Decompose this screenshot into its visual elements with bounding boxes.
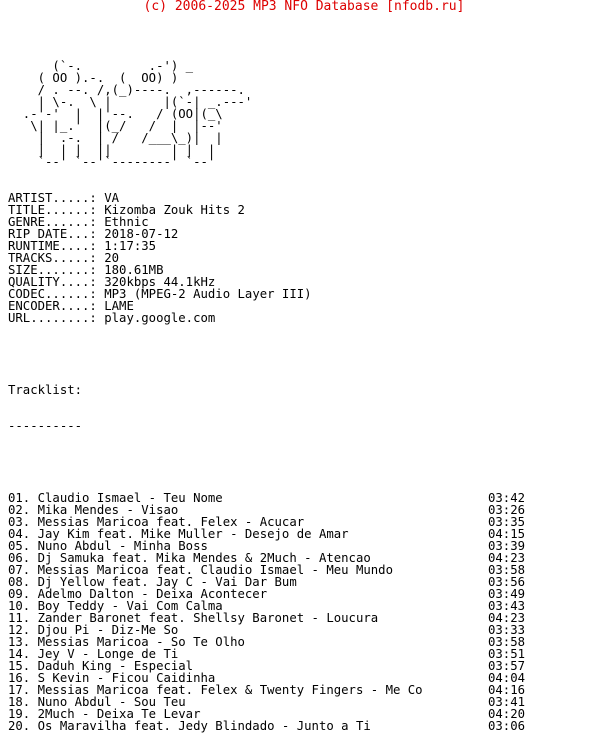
track-duration: 04:20 [488,707,526,721]
info-key: TITLE......: [8,203,97,217]
info-key: TRACKS.....: [8,251,97,265]
track-title: 12. Djou Pi - Diz-Me So [8,623,179,637]
info-value: 320kbps 44.1kHz [104,275,216,289]
track-duration: 03:56 [488,575,526,589]
track-duration: 03:58 [488,563,526,577]
track-duration: 04:23 [488,551,526,565]
track-duration: 03:51 [488,647,526,661]
track-duration: 04:15 [488,527,526,541]
info-key: URL........: [8,311,97,325]
info-key: RIP DATE...: [8,227,97,241]
track-duration: 03:58 [488,635,526,649]
ascii-art-logo: (`-. .-') _ ( OO ).-. ( OO) ) / . --. /,(_)----. ,------. | \-. \ | |(`-| _.---' .-'-' | |'--. / (OO|(_\ \| |_.' |(_/ / | |--' | .-. | / /___\_)| | | | | || | | | `--' `--'`--------' `--' [22,59,253,169]
track-title: 05. Nuno Abdul - Minha Boss [8,539,208,553]
track-title: 01. Claudio Ismael - Teu Nome [8,491,223,505]
track-duration: 03:33 [488,623,526,637]
info-value: 180.61MB [104,263,164,277]
info-key: ARTIST.....: [8,191,97,205]
nfo-document [8,24,600,744]
track-duration: 03:06 [488,719,526,733]
track-duration: 03:42 [488,491,526,505]
blank-line [8,348,600,360]
track-title: 11. Zander Baronet feat. Shellsy Baronet - Loucura [8,611,379,625]
track-title: 09. Adelmo Dalton - Deixa Acontecer [8,587,268,601]
tracklist-heading: Tracklist: [8,383,83,397]
track-title: 13. Messias Maricoa - So Te Olho [8,635,245,649]
info-value: Ethnic [104,215,149,229]
track-title: 04. Jay Kim feat. Mike Muller - Desejo de Amar [8,527,349,541]
info-value: 20 [104,251,120,265]
info-key: CODEC......: [8,287,97,301]
track-duration: 03:35 [488,515,526,529]
info-value: Kizomba Zouk Hits 2 [104,203,245,217]
release-info [8,192,600,324]
track-title: 14. Jey V - Longe de Ti [8,647,179,661]
copyright-banner: (c) 2006-2025 MP3 NFO Database [nfodb.ru] [143,0,465,14]
info-value: play.google.com [104,311,216,325]
track-title: 16. S Kevin - Ficou Caidinha [8,671,216,685]
track-duration: 03:49 [488,587,526,601]
track-title: 03. Messias Maricoa feat. Felex - Acucar [8,515,305,529]
info-value: VA [104,191,120,205]
track-duration: 03:43 [488,599,526,613]
track-duration: 03:57 [488,659,526,673]
tracklist-rule: ---------- [8,419,83,433]
info-value: MP3 (MPEG-2 Audio Layer III) [104,287,312,301]
track-title: 15. Daduh King - Especial [8,659,194,673]
track-title: 19. 2Much - Deixa Te Levar [8,707,201,721]
info-key: RUNTIME....: [8,239,97,253]
info-key: GENRE......: [8,215,97,229]
track-title: 07. Messias Maricoa feat. Claudio Ismael - Meu Mundo [8,563,393,577]
track-title: 06. Dj Samuka feat. Mika Mendes & 2Much - Atencao [8,551,371,565]
track-row [8,720,600,732]
info-row [8,312,600,324]
track-title: 10. Boy Teddy - Vai Com Calma [8,599,223,613]
track-title: 20. Os Maravilha feat. Jedy Blindado - Junto a Ti [8,719,371,733]
track-title: 02. Mika Mendes - Visao [8,503,179,517]
track-duration: 03:41 [488,695,526,709]
track-duration: 04:23 [488,611,526,625]
info-key: SIZE.......: [8,263,97,277]
track-duration: 04:04 [488,671,526,685]
track-title: 17. Messias Maricoa feat. Felex & Twenty Fingers - Me Co [8,683,423,697]
track-title: 08. Dj Yellow feat. Jay C - Vai Dar Bum [8,575,297,589]
track-duration: 04:16 [488,683,526,697]
blank-line [8,456,600,468]
track-title: 18. Nuno Abdul - Sou Teu [8,695,186,709]
info-key: ENCODER....: [8,299,97,313]
tracklist [8,492,600,732]
track-duration: 03:39 [488,539,526,553]
info-value: 1:17:35 [104,239,157,253]
info-value: LAME [104,299,134,313]
info-key: QUALITY....: [8,275,97,289]
info-value: 2018-07-12 [104,227,179,241]
track-duration: 03:26 [488,503,526,517]
